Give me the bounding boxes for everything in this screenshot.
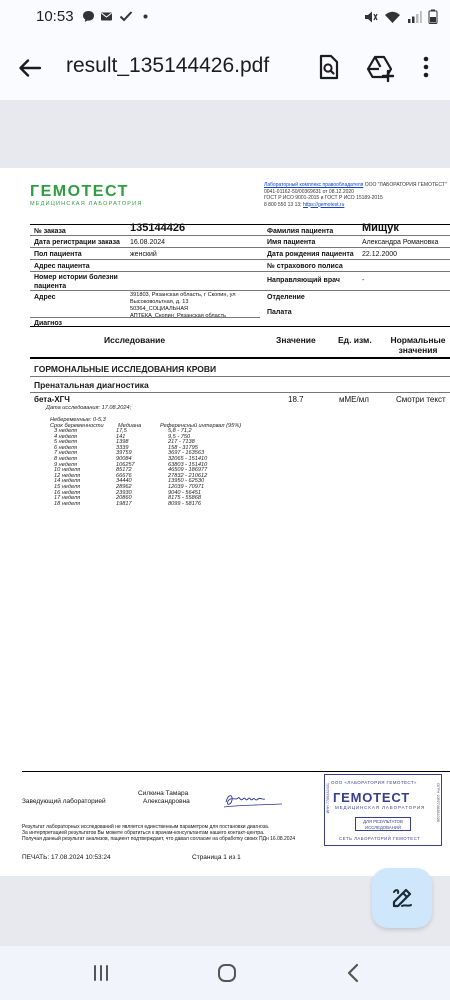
row-median: 19817 <box>116 500 132 507</box>
chat-notification-icon <box>82 10 95 23</box>
app-bar <box>0 34 450 100</box>
row-week: 15 неделя <box>54 483 81 490</box>
page-count: Страница 1 из 1 <box>192 854 241 861</box>
find-in-document-icon[interactable] <box>312 51 344 83</box>
pharmacy-value: 50364_СОЦИАЛЬНАЯ АПТЕКА_Скопин_Рязанская область <box>130 306 227 319</box>
col-study: Исследование <box>104 335 166 345</box>
row-median: 3339 <box>116 444 129 451</box>
row-week: 7 неделя <box>54 450 77 457</box>
status-bar <box>0 0 450 34</box>
row-median: 28962 <box>116 483 132 490</box>
wifi-icon <box>384 10 401 24</box>
lab-info: Лабораторный комплекс правообладателя ООО "ЛАБОРАТОРИЯ ГЕМОТЕСТ" 0041-01162-50/00369631 от 08.12.2020 ГОСТ Р ИСО 9001-2015 и ГОСТ Р ИСО 15189-2015 8 800 550 13 13; https://gemotest.ru <box>264 182 447 208</box>
nonpregnant-range: Небеременные: 0-5,3 <box>50 417 106 423</box>
sex-value: женский <box>130 251 157 258</box>
pdf-page <box>0 168 450 876</box>
row-range: 63803 - 151410 <box>168 461 208 468</box>
row-median: 1398 <box>116 439 129 446</box>
col-normal: Нормальные значения <box>390 335 446 355</box>
doctor-label: Направляющий врач <box>267 277 340 284</box>
add-to-drive-icon[interactable] <box>364 51 396 83</box>
row-range: 8099 - 58176 <box>168 500 201 507</box>
document-viewer[interactable] <box>0 100 450 946</box>
navigation-bar <box>0 946 450 1000</box>
battery-icon <box>428 9 438 24</box>
result-value: 18.7 <box>288 395 304 404</box>
row-week: 16 неделя <box>54 489 81 496</box>
result-name: бета-ХГЧ <box>34 395 70 404</box>
col-median: Медиана <box>118 423 142 429</box>
row-median: 90084 <box>116 455 132 462</box>
annotate-button[interactable] <box>372 868 432 928</box>
status-time: 10:53 <box>36 8 74 25</box>
row-week: 14 неделя <box>54 478 81 485</box>
footer-divider <box>22 771 450 772</box>
row-week: 12 неделя <box>54 472 81 479</box>
back-arrow-icon[interactable] <box>14 52 46 84</box>
row-range: 9,5 - 750 <box>168 433 191 440</box>
lab-website-link[interactable]: https://gemotest.ru <box>302 201 345 208</box>
row-range: 32065 - 151410 <box>168 455 208 462</box>
row-week: 3 неделя <box>54 428 77 434</box>
row-week: 9 неделя <box>54 461 77 468</box>
section-title: ГОРМОНАЛЬНЫЕ ИССЛЕДОВАНИЯ КРОВИ <box>34 364 217 374</box>
check-notification-icon <box>119 10 133 23</box>
mail-notification-icon <box>100 10 113 23</box>
row-week: 18 неделя <box>54 500 81 507</box>
row-range: 3697 - 163563 <box>168 450 205 457</box>
head-label: Заведующий лабораторией <box>22 798 106 805</box>
disclaimer-3: Получая данный результат анализов, пациент подтверждает, что давал согласие на обработку своих ПДн 16.08.2024 <box>22 836 296 842</box>
pen-annotate-icon <box>372 868 432 928</box>
result-date: Дата исследования: 17.08.2024; <box>46 405 132 411</box>
col-value: Значение <box>276 335 316 345</box>
name-label: Имя пациента <box>267 239 316 246</box>
row-range: 12039 - 70971 <box>168 483 205 490</box>
col-week: Срок беременности <box>50 423 104 429</box>
ward-label: Палата <box>267 309 292 316</box>
home-icon[interactable] <box>212 960 242 986</box>
row-week: 4 неделя <box>54 433 77 440</box>
sex-label: Пол пациента <box>34 251 82 258</box>
more-notifications-dot-icon <box>143 14 148 19</box>
print-timestamp: ПЕЧАТЬ: 17.08.2024 10:53:24 <box>22 854 111 861</box>
row-median: 106257 <box>116 461 135 468</box>
row-range: 13950 - 62530 <box>168 478 205 485</box>
head-name-1: Силкина Тамара <box>138 790 189 797</box>
row-week: 8 неделя <box>54 455 77 462</box>
address-value: 391803, Рязанская область, г Скопин, ул Высоковольтная, д. 13 <box>130 292 236 305</box>
department-label: Отделение <box>267 294 305 301</box>
subsection-title: Пренатальная диагностика <box>34 380 149 390</box>
name-value: Александра Романовка <box>362 239 439 246</box>
result-normal: Смотри текст <box>396 395 446 404</box>
reference-table <box>50 429 280 507</box>
birth-date-value: 22.12.2000 <box>362 251 398 258</box>
nav-back-icon[interactable] <box>338 960 368 986</box>
row-range: 5,8 - 71,2 <box>168 428 192 434</box>
recent-apps-icon[interactable] <box>86 960 116 986</box>
order-number: 135144426 <box>130 222 186 234</box>
signal-icon <box>407 10 422 24</box>
row-median: 34440 <box>116 478 132 485</box>
file-title: result_135144426.pdf <box>66 54 270 77</box>
disclaimer-1: Результат лабораторных исследований не является единственным параметром для постановки диагноза. <box>22 824 270 830</box>
row-median: 39759 <box>116 450 132 457</box>
signature-image <box>222 788 284 812</box>
patient-address-label: Адрес пациента <box>34 263 90 270</box>
row-median: 23930 <box>116 489 132 496</box>
table-border <box>30 326 450 327</box>
row-median: 17,5 <box>116 428 127 434</box>
row-range: 46509 - 186977 <box>168 467 208 474</box>
header-divider <box>30 357 450 359</box>
history-number-label: Номер истории болезни пациента <box>34 274 118 290</box>
surname-value: Мищук <box>362 222 399 234</box>
reference-row <box>50 502 280 508</box>
doctor-value: - <box>362 277 365 284</box>
lab-stamp: ООО «ЛАБОРАТОРИЯ ГЕМОТЕСТ» ГЕМОТЕСТ МЕДИЦИНСКАЯ ЛАБОРАТОРИЯ ДЛЯ РЕЗУЛЬТАТОВ ИССЛЕДОВАНИЙ СЕТЬ ЛАБОРАТОРИЙ ГЕМОТЕСТ ИНН 7706432431 ОГРН 1097746281028 <box>324 774 442 846</box>
row-median: 141 <box>116 433 126 440</box>
row-week: 10 неделя <box>54 467 81 474</box>
surname-label: Фамилия пациента <box>267 228 334 235</box>
row-median: 85172 <box>116 467 132 474</box>
row-week: 6 неделя <box>54 444 77 451</box>
row-range: 27832 - 210612 <box>168 472 208 479</box>
reg-date-label: Дата регистрации заказа <box>34 239 120 246</box>
row-range: 158 - 31795 <box>168 444 198 451</box>
insurance-label: № страхового полиса <box>267 263 343 270</box>
disclaimer-2: За интерпретацией результатов Вы можете обратиться к врачам-консультантам нашего контакт-центра. <box>22 830 265 836</box>
col-unit: Ед. изм. <box>338 335 372 345</box>
row-week: 17 неделя <box>54 495 81 502</box>
diagnosis-label: Диагноз <box>34 320 62 327</box>
order-label: № заказа <box>34 228 66 235</box>
more-options-icon[interactable] <box>410 51 442 83</box>
row-week: 5 неделя <box>54 439 77 446</box>
row-range: 217 - 7138 <box>168 439 195 446</box>
gemotest-logo: ГЕМОТЕСТ МЕДИЦИНСКАЯ ЛАБОРАТОРИЯ <box>30 183 143 207</box>
head-name-2: Александровна <box>143 798 190 805</box>
mute-icon <box>363 10 378 24</box>
reg-date-value: 16.08.2024 <box>130 239 166 246</box>
row-median: 66676 <box>116 472 132 479</box>
row-range: 9040 - 56451 <box>168 489 201 496</box>
row-range: 8175 - 55868 <box>168 495 201 502</box>
row-median: 20860 <box>116 495 132 502</box>
result-unit: мМЕ/мл <box>339 395 369 404</box>
address-label: Адрес <box>34 294 56 301</box>
col-range: Референсный интервал (95%) <box>160 423 242 429</box>
birth-date-label: Дата рождения пациента <box>267 251 354 258</box>
